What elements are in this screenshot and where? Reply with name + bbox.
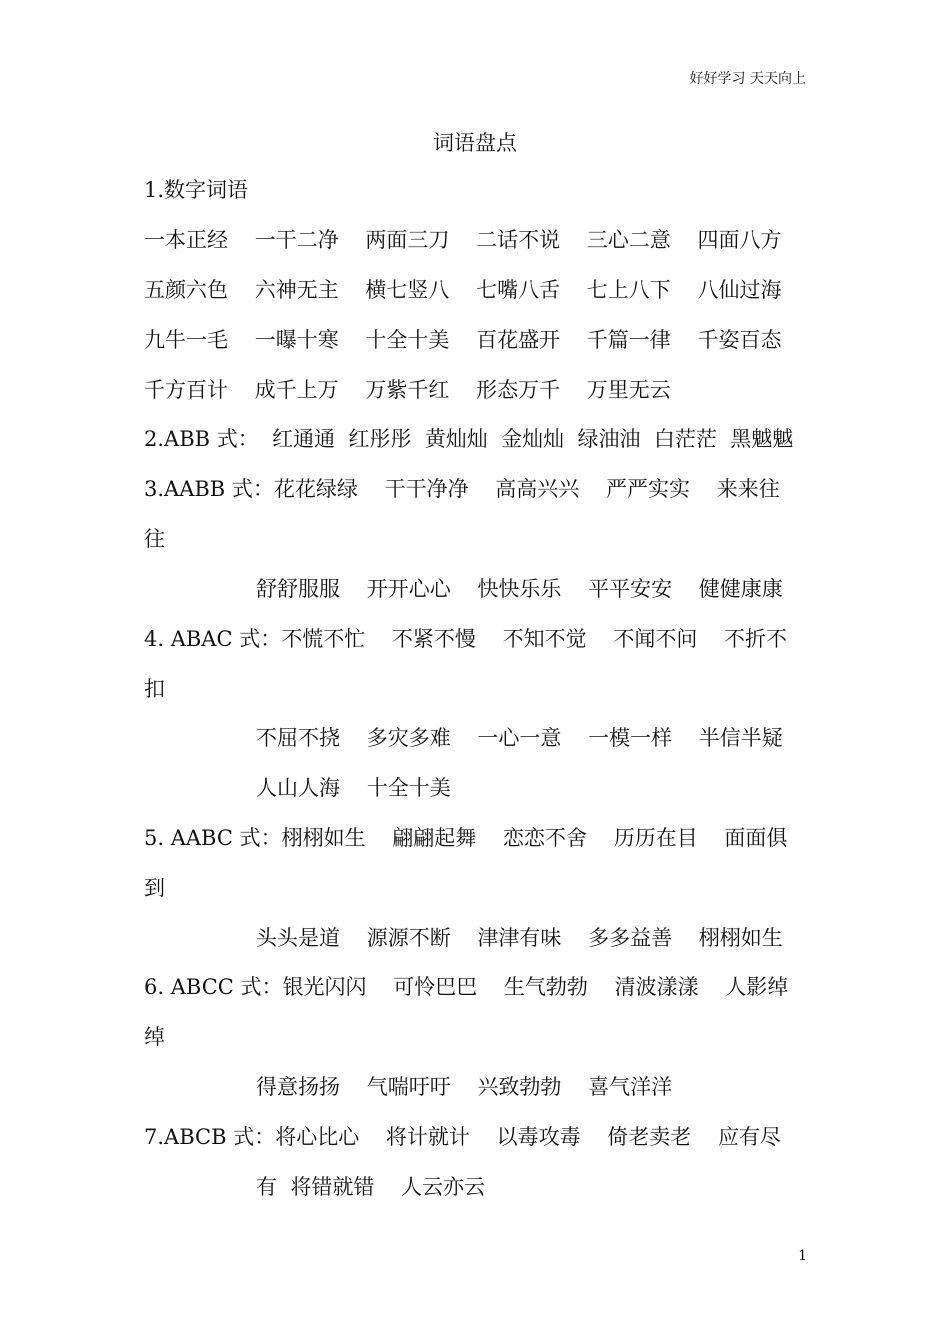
- page-header: 好好学习 天天向上: [689, 71, 806, 87]
- text-line: 有 将错就错 人云亦云: [256, 1175, 486, 1199]
- text-line: 千方百计 成千上万 万紫千红 形态万千 万里无云: [144, 378, 671, 402]
- section-abb: 2.ABB 式： 红通通 红彤彤 黄灿灿 金灿灿 绿油油 白茫茫 黑魆魆: [144, 427, 794, 451]
- section-aabb: 3.AABB 式：花花绿绿 干干净净 高高兴兴 严严实实 来来往: [144, 477, 780, 501]
- text-line: 九牛一毛 一曝十寒 十全十美 百花盛开 千篇一律 千姿百态: [144, 328, 782, 352]
- page-number: 1: [798, 1248, 807, 1264]
- document-title: 词语盘点: [433, 131, 517, 155]
- text-line: 不屈不挠 多灾多难 一心一意 一模一样 半信半疑: [256, 726, 783, 750]
- section-heading-numbers: 1.数字词语: [144, 178, 249, 202]
- section-abcb: 7.ABCB 式：将心比心 将计就计 以毒攻毒 倚老卖老 应有尽: [144, 1125, 782, 1149]
- section-aabc: 5. AABC 式：栩栩如生 翩翩起舞 恋恋不舍 历历在目 面面俱: [144, 826, 788, 850]
- text-line: 五颜六色 六神无主 横七竖八 七嘴八舌 七上八下 八仙过海: [144, 278, 782, 302]
- text-line: 扣: [144, 677, 165, 701]
- section-abac: 4. ABAC 式：不慌不忙 不紧不慢 不知不觉 不闻不问 不折不: [144, 627, 788, 651]
- section-abcc: 6. ABCC 式：银光闪闪 可怜巴巴 生气勃勃 清波漾漾 人影绰: [144, 975, 789, 999]
- text-line: 到: [144, 876, 165, 900]
- text-line: 一本正经 一干二净 两面三刀 二话不说 三心二意 四面八方: [144, 228, 782, 252]
- text-line: 人山人海 十全十美: [256, 776, 451, 800]
- text-line: 得意扬扬 气喘吁吁 兴致勃勃 喜气洋洋: [256, 1075, 673, 1099]
- text-line: 绰: [144, 1025, 165, 1049]
- text-line: 舒舒服服 开开心心 快快乐乐 平平安安 健健康康: [256, 577, 783, 601]
- text-line: 往: [144, 527, 165, 551]
- text-line: 头头是道 源源不断 津津有味 多多益善 栩栩如生: [256, 926, 783, 950]
